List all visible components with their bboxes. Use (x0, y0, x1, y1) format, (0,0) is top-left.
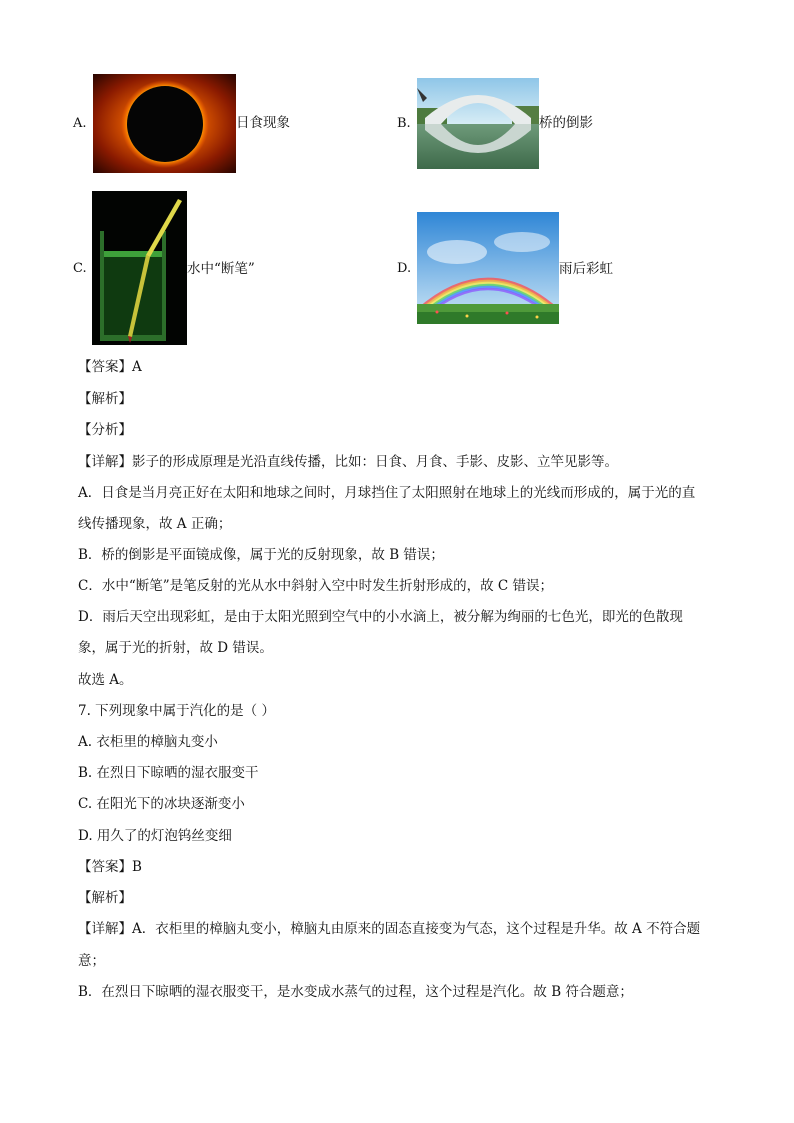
q7-question: 7. 下列现象中属于汽化的是（ ） (78, 703, 275, 719)
option-b-label: 桥的倒影 (539, 115, 593, 131)
q6-analysis-heading: 【解析】 (78, 391, 132, 407)
option-b-letter: B. (397, 116, 411, 131)
q7-analysis-heading: 【解析】 (78, 890, 132, 906)
q7-answer: 【答案】B (78, 859, 142, 875)
q7-detail-line2: 意； (78, 953, 105, 969)
q6-answer: 【答案】A (78, 359, 142, 375)
option-a-letter: A. (73, 116, 87, 131)
q6-fenxi-heading: 【分析】 (78, 422, 132, 438)
q7-option-c: C. 在阳光下的冰块逐渐变小 (78, 796, 245, 812)
q6-a-line1: A．日食是当月亮正好在太阳和地球之间时，月球挡住了太阳照射在地球上的光线而形成的，属于光的直 (78, 485, 696, 501)
pencil-in-water-image (92, 191, 187, 345)
q6-c-line: C．水中“断笔”是笔反射的光从水中斜射入空中时发生折射形成的，故 C 错误； (78, 578, 554, 594)
q6-a-line2: 线传播现象，故 A 正确； (78, 516, 232, 532)
solar-eclipse-image (93, 74, 236, 173)
option-a-label: 日食现象 (236, 115, 290, 131)
q6-conclusion: 故选 A。 (78, 672, 133, 688)
q7-detail-line1: 【详解】A．衣柜里的樟脑丸变小，樟脑丸由原来的固态直接变为气态，这个过程是升华。故 A 不符合题 (78, 921, 701, 937)
option-d-label: 雨后彩虹 (559, 261, 613, 277)
q7-b-line: B．在烈日下晾晒的湿衣服变干，是水变成水蒸气的过程，这个过程是汽化。故 B 符合题意； (78, 984, 633, 1000)
option-c-letter: C. (73, 261, 87, 276)
q6-b-line: B．桥的倒影是平面镜成像，属于光的反射现象，故 B 错误； (78, 547, 444, 563)
q7-option-a: A. 衣柜里的樟脑丸变小 (78, 734, 218, 750)
q6-d-line2: 象，属于光的折射，故 D 错误。 (78, 640, 273, 656)
q6-detail: 【详解】影子的形成原理是光沿直线传播，比如：日食、月食、手影、皮影、立竿见影等。 (78, 454, 618, 470)
bridge-reflection-image (417, 78, 539, 169)
rainbow-image (417, 212, 559, 324)
q6-d-line1: D．雨后天空出现彩虹，是由于太阳光照到空气中的小水滴上，被分解为绚丽的七色光，即光的色散现 (78, 609, 683, 625)
q7-option-b: B. 在烈日下晾晒的湿衣服变干 (78, 765, 259, 781)
option-d-letter: D. (397, 261, 412, 276)
option-c-label: 水中“断笔” (187, 261, 255, 277)
q7-option-d: D. 用久了的灯泡钨丝变细 (78, 828, 232, 844)
